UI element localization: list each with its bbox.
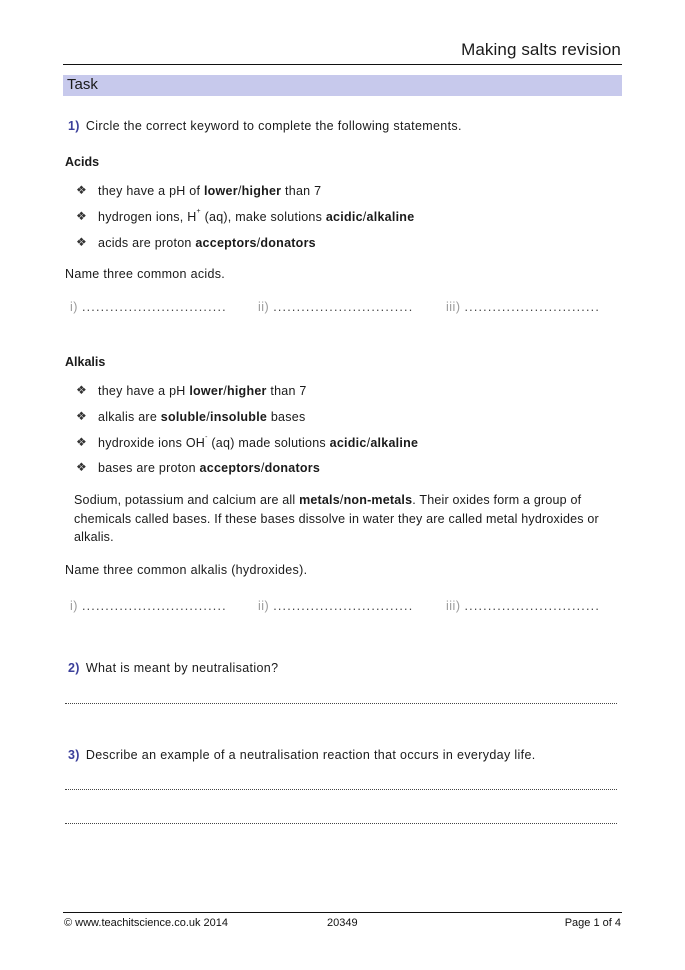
keyword-option[interactable]: donators [264,461,321,475]
question-number: 2) [68,661,80,675]
separator: / [366,436,371,450]
alkalis-bullet-3 [76,434,419,450]
statement-text: acids are proton [98,236,196,250]
question-3 [68,748,536,762]
keyword-option[interactable]: alkaline [366,210,415,224]
question-text: Circle the correct keyword to complete the following statements. [85,119,462,133]
statement-text: bases [267,410,306,424]
statement-text: they have a pH of [98,184,204,198]
separator: / [223,384,227,398]
statement-text: bases are proton [98,461,200,475]
acid-answer-1[interactable] [70,300,227,314]
question-number: 1) [68,119,80,133]
statement-text: hydroxide ions OH [98,436,206,450]
alkalis-bullet-1 [76,383,307,398]
footer-code: 20349 [327,917,358,929]
answer-label: iii) [446,599,461,613]
alkali-answer-2[interactable] [258,599,413,613]
separator: / [237,184,242,198]
diamond-bullet-icon: ❖ [76,409,88,423]
question-text: Describe an example of a neutralisation reaction that occurs in everyday life. [85,748,536,762]
alkalis-bullet-4 [76,460,321,475]
superscript: + [196,208,201,215]
answer-label: i) [70,300,78,314]
diamond-bullet-icon: ❖ [76,460,88,474]
separator: / [260,461,265,475]
answer-dots: .............................. [273,300,414,314]
separator: / [256,236,261,250]
alkalis-bullet-2 [76,409,306,424]
statement-text: (aq) made solutions [207,436,330,450]
answer-dots: ............................... [81,599,227,613]
diamond-bullet-icon: ❖ [76,435,88,449]
separator: / [339,493,344,507]
paragraph-text: . Their oxides form a group of chemicals called bases. If these bases dissolve in water they are called metal hydroxides or alkalis. [74,493,599,544]
keyword-option[interactable]: acceptors [195,236,257,250]
diamond-bullet-icon: ❖ [76,209,88,223]
separator: / [206,410,210,424]
paragraph-text: Sodium, potassium and calcium are all [74,493,300,507]
answer-label: ii) [258,300,270,314]
keyword-option[interactable]: lower [203,184,238,198]
keyword-option[interactable]: higher [241,184,282,198]
answer-label: ii) [258,599,270,613]
answer-dots: ............................. [464,300,600,314]
keyword-option[interactable]: acceptors [199,461,261,475]
acids-name-prompt: Name three common acids. [65,267,226,281]
statement-text: than 7 [281,184,322,198]
keyword-option[interactable]: acidic [329,436,367,450]
answer-label: i) [70,599,78,613]
keyword-option[interactable]: insoluble [210,410,268,424]
acids-bullet-1 [76,183,322,198]
alkali-answer-3[interactable] [446,599,600,613]
keyword-option[interactable]: non-metals [343,493,413,507]
diamond-bullet-icon: ❖ [76,383,88,397]
acid-answer-3[interactable] [446,300,600,314]
superscript: - [205,434,208,441]
answer-line[interactable] [65,703,617,704]
acids-bullet-3 [76,235,316,250]
keyword-option[interactable]: lower [189,384,224,398]
statement-text: (aq), make solutions [200,210,326,224]
task-label: Task [67,76,98,93]
keyword-option[interactable]: soluble [160,410,207,424]
footer-copyright: © www.teachitscience.co.uk 2014 [64,917,229,929]
separator: / [362,210,367,224]
keyword-option[interactable]: acidic [325,210,363,224]
answer-line[interactable] [65,823,617,824]
alkalis-heading: Alkalis [65,355,106,369]
statement-text: alkalis are [98,410,161,424]
question-text: What is meant by neutralisation? [85,661,279,675]
answer-dots: ............................... [81,300,227,314]
answer-dots: .............................. [273,599,414,613]
statement-text: than 7 [266,384,307,398]
answer-line[interactable] [65,789,617,790]
statement-text: they have a pH [98,384,190,398]
alkalis-name-prompt: Name three common alkalis (hydroxides). [65,563,308,577]
keyword-option[interactable]: metals [299,493,340,507]
keyword-option[interactable]: alkaline [370,436,419,450]
footer-page-number: Page 1 of 4 [564,917,621,929]
keyword-option[interactable]: donators [260,236,316,250]
alkali-answer-1[interactable] [70,599,227,613]
question-2 [68,661,278,675]
answer-label: iii) [446,300,461,314]
keyword-option[interactable]: higher [226,384,267,398]
bases-paragraph [74,491,619,547]
task-banner [63,75,622,96]
acids-heading: Acids [65,155,100,169]
footer-divider [63,912,622,913]
acid-answer-2[interactable] [258,300,413,314]
answer-dots: ............................. [464,599,600,613]
page-title: Making salts revision [461,40,621,59]
diamond-bullet-icon: ❖ [76,183,88,197]
question-1 [68,119,462,133]
question-number: 3) [68,748,80,762]
acids-bullet-2 [76,208,415,224]
header-divider [63,64,622,65]
diamond-bullet-icon: ❖ [76,235,88,249]
statement-text: hydrogen ions, H [98,210,197,224]
